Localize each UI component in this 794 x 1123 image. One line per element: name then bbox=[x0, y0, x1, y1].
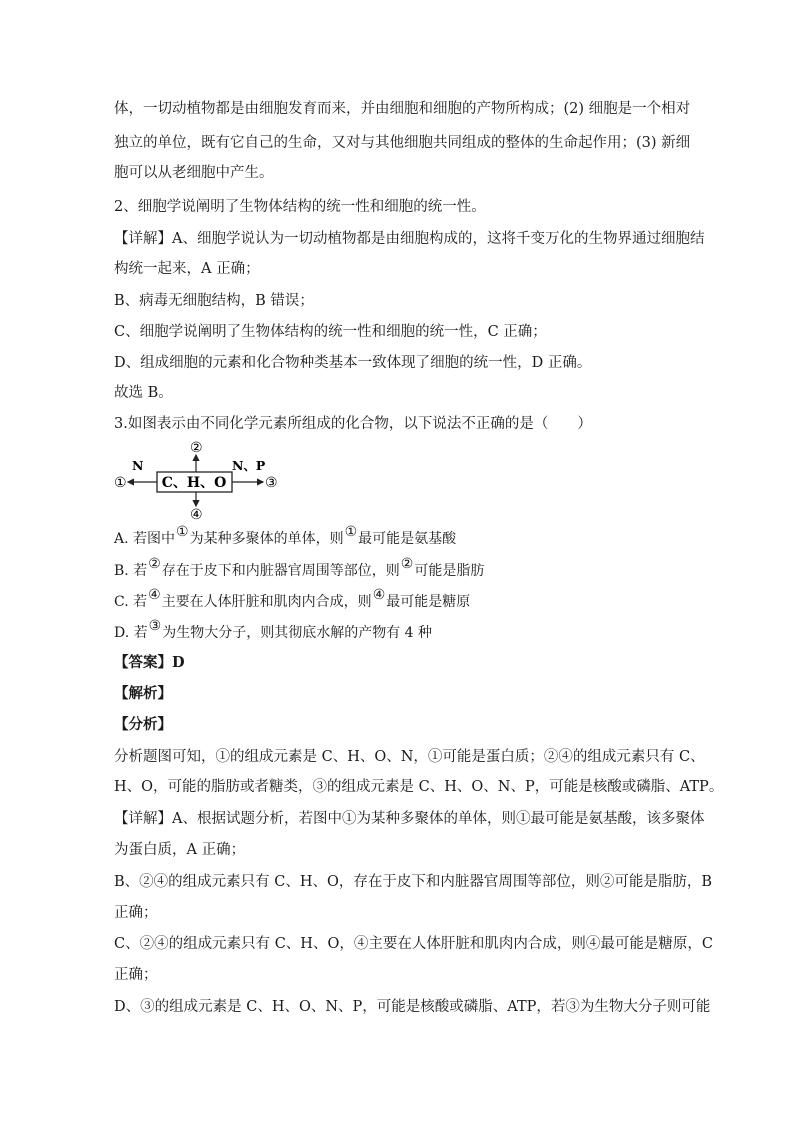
answer-line bbox=[114, 653, 185, 673]
analysis-line: 分析题图可知，①的组成元素是 C、H、O、N，①可能是蛋白质；②④的组成元素只有 C、 bbox=[114, 749, 705, 765]
text-line: 体，一切动植物都是由细胞发育而来，并由细胞和细胞的产物所构成；(2) 细胞是一个相对 bbox=[114, 101, 691, 117]
circle-4: ④ bbox=[148, 587, 161, 603]
node-4: ④ bbox=[190, 507, 203, 520]
detail-line: 正确； bbox=[114, 905, 158, 921]
center-elements: C、H、O bbox=[161, 475, 227, 491]
analysis-line: H、O，可能的脂肪或者糖类，③的组成元素是 C、H、O、N、P，可能是核酸或磷脂、ATP。 bbox=[114, 779, 724, 795]
left-element-label: N bbox=[132, 458, 144, 473]
option-d: D. 若③为生物大分子，则其彻底水解的产物有 4 种 bbox=[114, 618, 433, 641]
detail-line: 为蛋白质，A 正确； bbox=[114, 842, 246, 858]
circle-4: ④ bbox=[372, 587, 386, 603]
text-line: 独立的单位，既有它自己的生命，又对与其他细胞共同组成的整体的生命起作用；(3) 新细 bbox=[114, 135, 691, 151]
text-line: 胞可以从老细胞中产生。 bbox=[114, 165, 274, 181]
node-2: ② bbox=[190, 440, 203, 456]
detail-line: 正确； bbox=[114, 967, 158, 983]
circle-1: ① bbox=[344, 524, 358, 540]
text-line: 2、细胞学说阐明了生物体结构的统一性和细胞的统一性。 bbox=[114, 199, 486, 215]
text-line: 【详解】A、细胞学说认为一切动植物都是由细胞构成的，这将千变万化的生物界通过细胞结 bbox=[114, 231, 705, 247]
node-1: ① bbox=[114, 475, 127, 491]
option-b: B. 若②存在于皮下和内脏器官周围等部位，则②可能是脂肪 bbox=[114, 556, 485, 579]
element-diagram bbox=[112, 440, 297, 520]
text-line: D、组成细胞的元素和化合物种类基本一致体现了细胞的统一性，D 正确。 bbox=[114, 355, 592, 371]
right-element-label: N、P bbox=[232, 458, 266, 473]
answer-value: D bbox=[172, 654, 185, 671]
text-line: B、病毒无细胞结构，B 错误； bbox=[114, 293, 314, 309]
text-line: C、细胞学说阐明了生物体结构的统一性和细胞的统一性，C 正确； bbox=[114, 324, 547, 340]
circle-2: ② bbox=[400, 556, 414, 572]
detail-line: B、②④的组成元素只有 C、H、O，存在于皮下和内脏器官周围等部位，则②可能是脂肪，B bbox=[114, 874, 713, 890]
option-c: C. 若④主要在人体肝脏和肌肉内合成，则④最可能是糖原 bbox=[114, 587, 471, 610]
text-line: 故选 B。 bbox=[114, 385, 173, 401]
jiexi-heading: 【解析】 bbox=[114, 685, 172, 702]
fenxi-heading: 【分析】 bbox=[114, 716, 172, 733]
answer-label: 【答案】 bbox=[114, 654, 172, 671]
node-3: ③ bbox=[265, 475, 278, 491]
detail-line: C、②④的组成元素只有 C、H、O，④主要在人体肝脏和肌肉内合成，则④最可能是糖原，C bbox=[114, 936, 713, 952]
option-a: A. 若图中①为某种多聚体的单体，则①最可能是氨基酸 bbox=[114, 524, 457, 547]
circle-3: ③ bbox=[148, 618, 162, 634]
circle-2: ② bbox=[148, 556, 161, 572]
detail-line: 【详解】A、根据试题分析，若图中①为某种多聚体的单体，则①最可能是氨基酸，该多聚体 bbox=[114, 811, 705, 827]
text-line: 构统一起来，A 正确； bbox=[114, 261, 260, 277]
circle-1: ① bbox=[176, 524, 189, 540]
detail-line: D、③的组成元素是 C、H、O、N、P，可能是核酸或磷脂、ATP，若③为生物大分子则可能 bbox=[114, 999, 711, 1015]
question-stem: 3.如图表示由不同化学元素所组成的化合物，以下说法不正确的是（ ） bbox=[114, 416, 592, 432]
